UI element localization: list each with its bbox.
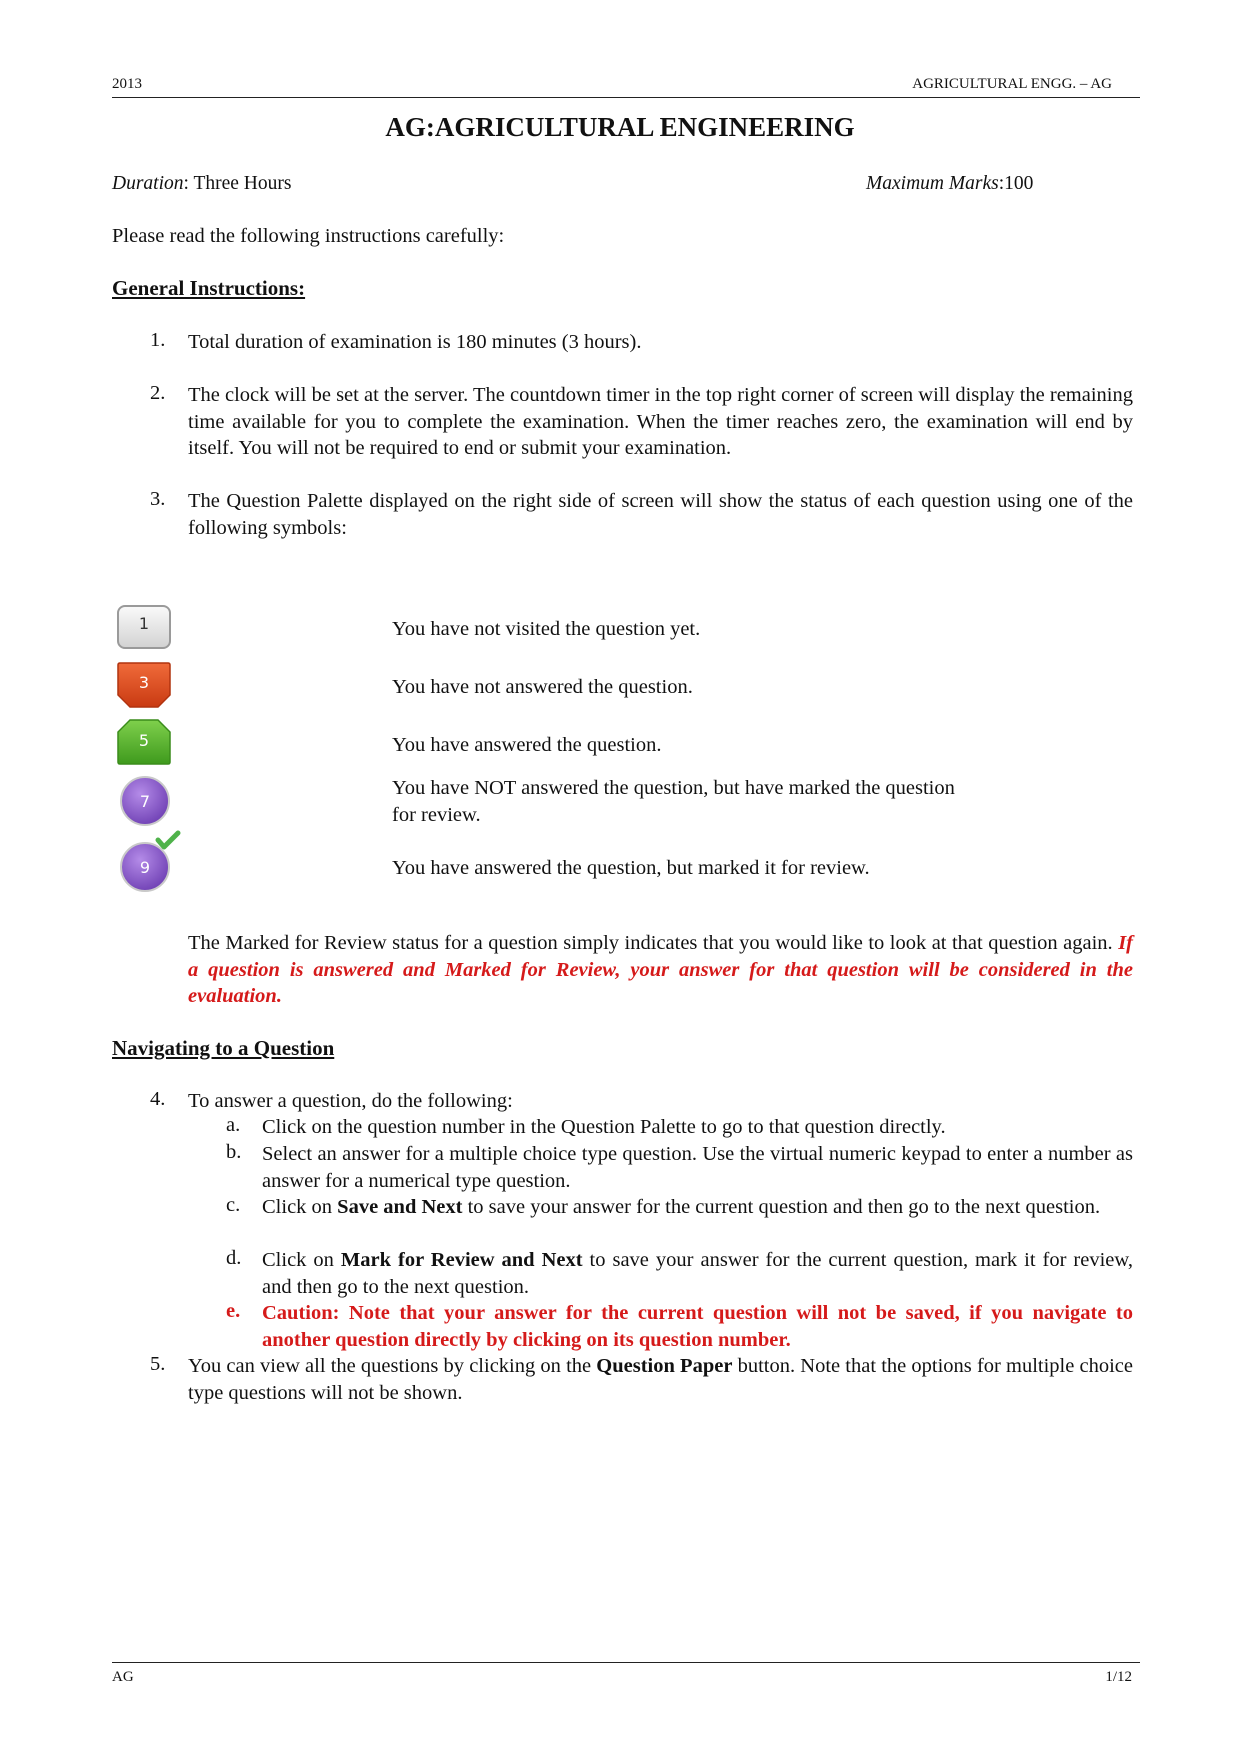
footer-rule bbox=[112, 1662, 1140, 1663]
subitem-d-part: Click on bbox=[262, 1249, 341, 1271]
duration-value: : Three Hours bbox=[183, 173, 292, 194]
review-note-emphasis: If a question is answered and Marked for Review, your answer for that question will be considered in the evaluation. bbox=[188, 932, 1133, 1007]
review-note bbox=[188, 930, 1133, 1010]
item-5-number: 5. bbox=[150, 1353, 166, 1375]
item-5-part: button. Note that the options for multiple choice type questions will not be shown. bbox=[188, 1355, 1133, 1404]
item-4-text: To answer a question, do the following: bbox=[188, 1090, 513, 1112]
item-5-part: You can view all the questions by clicking on the bbox=[188, 1355, 597, 1377]
general-instructions-heading: General Instructions: bbox=[112, 276, 306, 300]
item-3-text: The Question Palette displayed on the right side of screen will show the status of each question using one of the following symbols: bbox=[188, 490, 1133, 539]
item-4-number: 4. bbox=[150, 1088, 166, 1110]
subitem-c-part: Save and Next bbox=[337, 1196, 463, 1218]
max-marks-label: Maximum Marks bbox=[866, 173, 999, 194]
subitem-a-text bbox=[262, 1114, 1133, 1141]
svg-text:7: 7 bbox=[139, 792, 151, 811]
subitem-a-part: Click on the question number in the Question Palette to go to that question directly. bbox=[262, 1116, 946, 1138]
header-rule bbox=[112, 97, 1140, 98]
legend-marked-review-text: You have NOT answered the question, but have marked the question for review. bbox=[392, 777, 955, 826]
legend-not-answered-text: You have not answered the question. bbox=[392, 676, 693, 698]
item-2-number: 2. bbox=[150, 382, 166, 404]
svg-text:5: 5 bbox=[138, 731, 150, 750]
legend-answered-text: You have answered the question. bbox=[392, 734, 662, 756]
subitem-c-part: to save your answer for the current question and then go to the next question. bbox=[462, 1196, 1101, 1218]
duration-label: Duration bbox=[112, 173, 184, 194]
subitem-b-letter: b. bbox=[226, 1141, 242, 1163]
marked-review-icon bbox=[118, 774, 174, 835]
not-answered-icon bbox=[116, 661, 174, 716]
subitem-a-letter: a. bbox=[226, 1114, 241, 1136]
svg-text:3: 3 bbox=[138, 673, 150, 692]
duration bbox=[112, 173, 291, 195]
subitem-d-part: to save your answer for the current question, mark it for review, and then go to the next question. bbox=[262, 1249, 1134, 1298]
header-year: 2013 bbox=[112, 76, 142, 92]
subitem-d-letter: d. bbox=[226, 1247, 242, 1269]
subitem-c-text bbox=[262, 1194, 1133, 1221]
legend-not-visited-text: You have not visited the question yet. bbox=[392, 618, 701, 640]
navigating-heading: Navigating to a Question bbox=[112, 1036, 335, 1060]
svg-text:1: 1 bbox=[138, 614, 150, 633]
item-3-number: 3. bbox=[150, 488, 166, 510]
review-note-text: The Marked for Review status for a question simply indicates that you would like to look at that question again. bbox=[188, 932, 1119, 954]
max-marks bbox=[866, 173, 1033, 195]
subitem-c-part: Click on bbox=[262, 1196, 338, 1218]
subitem-d-text bbox=[262, 1247, 1133, 1300]
subitem-b-part: Select an answer for a multiple choice type question. Use the virtual numeric keypad to enter a number as answer for a numerical type question. bbox=[262, 1143, 1133, 1192]
subitem-e-letter: e. bbox=[226, 1300, 241, 1322]
item-5-part: Question Paper bbox=[596, 1355, 733, 1377]
legend-answered-marked-text: You have answered the question, but marked it for review. bbox=[392, 857, 870, 879]
subitem-b-text bbox=[262, 1141, 1133, 1194]
max-marks-value: :100 bbox=[998, 173, 1034, 194]
item-1-text: Total duration of examination is 180 minutes (3 hours). bbox=[188, 331, 642, 353]
subitem-c-letter: c. bbox=[226, 1194, 241, 1216]
subitem-e-text bbox=[262, 1300, 1133, 1353]
footer-page-number: 1/12 bbox=[1105, 1669, 1132, 1685]
item-2-text: The clock will be set at the server. The countdown timer in the top right corner of screen will display the remaining time available for you to complete the examination. When the timer reaches zero, the examination will end by itself. You will not be required to end or submit your examination. bbox=[188, 384, 1133, 459]
item-1-number: 1. bbox=[150, 329, 166, 351]
not-visited-icon bbox=[116, 604, 174, 657]
item-5-text bbox=[188, 1353, 1133, 1406]
subitem-e-part: Caution: Note that your answer for the current question will not be saved, if you navigate to another question directly by clicking on its question number. bbox=[262, 1302, 1133, 1351]
intro-text: Please read the following instructions carefully: bbox=[112, 225, 505, 247]
answered-icon bbox=[116, 718, 174, 773]
footer-code: AG bbox=[112, 1669, 134, 1685]
page-title: AG:AGRICULTURAL ENGINEERING bbox=[385, 112, 855, 142]
header-subject: AGRICULTURAL ENGG. – AG bbox=[912, 76, 1112, 92]
check-icon bbox=[158, 833, 178, 847]
svg-text:9: 9 bbox=[139, 858, 151, 877]
answered-marked-review-icon bbox=[118, 830, 184, 899]
subitem-d-part: Mark for Review and Next bbox=[340, 1249, 583, 1271]
